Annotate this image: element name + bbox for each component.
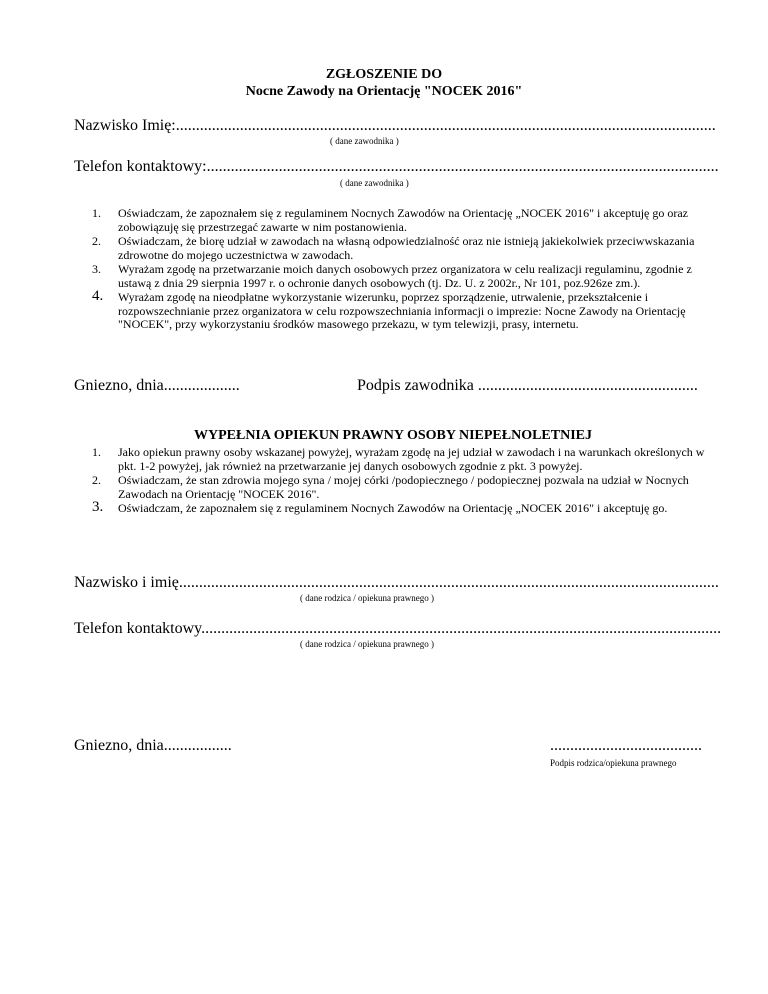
guardian-phone-field[interactable]: Telefon kontaktowy.................................................................................................................................. xyxy=(74,620,722,637)
guardian-declaration-text: Jako opiekun prawny osoby wskazanej powyżej, wyrażam zgodę na jej udział w zawodach i na warunkach określonych w pkt. 1-2 powyżej, jak również na przetwarzanie jej danych osobowych zgodnie z pkt. 3 powyżej. xyxy=(118,445,705,473)
declaration-item xyxy=(74,207,706,234)
declaration-number: 1. xyxy=(92,206,101,220)
guardian-signature-caption: Podpis rodzica/opiekuna prawnego xyxy=(550,758,677,768)
participant-place-date-field[interactable]: Gniezno, dnia................... xyxy=(74,377,240,394)
declaration-item xyxy=(74,263,706,290)
declaration-item xyxy=(74,288,706,332)
guardian-declaration-text: Oświadczam, że stan zdrowia mojego syna / mojej córki /podopiecznego / podopiecznej pozwala na udział w Nocnych Zawodach na Orientację "NOCEK 2016". xyxy=(118,473,689,501)
declaration-number: 3. xyxy=(92,262,101,276)
guardian-signature-line[interactable]: ...................................... xyxy=(550,737,702,754)
form-title: ZGŁOSZENIE DO xyxy=(325,67,443,82)
guardian-declaration-item xyxy=(74,499,706,516)
guardian-declaration-number: 3. xyxy=(92,499,104,515)
guardian-declaration-item xyxy=(74,474,706,501)
declaration-text: Wyrażam zgodę na nieodpłatne wykorzystanie wizerunku, poprzez sporządzenie, utrwalenie, przekształcenie i rozpowszechnianie przez organizatora w celu rozpowszechniania informacji o imprezie: Nocne Zawody na Orientację "NOCEK", przy wykorzystaniu środków masowego przekazu, w tym telewizji, prasy, internetu. xyxy=(118,290,686,331)
participant-signature-field[interactable]: Podpis zawodnika ....................................................... xyxy=(357,377,698,394)
guardian-name-caption: ( dane rodzica / opiekuna prawnego ) xyxy=(300,593,434,603)
declaration-number: 4. xyxy=(92,288,104,304)
participant-name-caption: ( dane zawodnika ) xyxy=(330,136,399,146)
guardian-declaration-text: Oświadczam, że zapoznałem się z regulaminem Nocnych Zawodów na Orientację „NOCEK 2016" i akceptuję go. xyxy=(118,501,668,515)
form-subtitle: Nocne Zawody na Orientację "NOCEK 2016" xyxy=(245,84,523,99)
participant-phone-caption: ( dane zawodnika ) xyxy=(340,178,409,188)
declaration-text: Oświadczam, że zapoznałem się z regulaminem Nocnych Zawodów na Orientację „NOCEK 2016" i akceptuję go oraz zobowiązuję się przestrzegać zawarte w nim postanowienia. xyxy=(118,206,689,234)
participant-name-field[interactable]: Nazwisko Imię:....................................................................................................................................... xyxy=(74,117,716,134)
declarations-list xyxy=(74,207,706,333)
guardian-name-field[interactable]: Nazwisko i imię....................................................................................................................................... xyxy=(74,574,719,591)
guardian-place-date-field[interactable]: Gniezno, dnia................. xyxy=(74,737,232,754)
guardian-declaration-number: 2. xyxy=(92,473,101,487)
declaration-number: 2. xyxy=(92,234,101,248)
declaration-item xyxy=(74,235,706,262)
participant-phone-field[interactable]: Telefon kontaktowy:................................................................................................................................ xyxy=(74,158,719,175)
declaration-text: Oświadczam, że biorę udział w zawodach na własną odpowiedzialność oraz nie istnieją jakiekolwiek przeciwwskazania zdrowotne do mojego uczestnictwa w zawodach. xyxy=(118,234,695,262)
guardian-declaration-number: 1. xyxy=(92,445,101,459)
guardian-declarations-list xyxy=(74,446,706,517)
guardian-phone-caption: ( dane rodzica / opiekuna prawnego ) xyxy=(300,639,434,649)
declaration-text: Wyrażam zgodę na przetwarzanie moich danych osobowych przez organizatora w celu realizacji regulaminu, zgodnie z ustawą z dnia 29 sierpnia 1997 r. o ochronie danych osobowych (tj. Dz. U. z 2002r., Nr 101, poz.926ze zm.). xyxy=(118,262,692,290)
guardian-declaration-item xyxy=(74,446,706,473)
guardian-section-title: WYPEŁNIA OPIEKUN PRAWNY OSOBY NIEPEŁNOLETNIEJ xyxy=(193,428,593,443)
